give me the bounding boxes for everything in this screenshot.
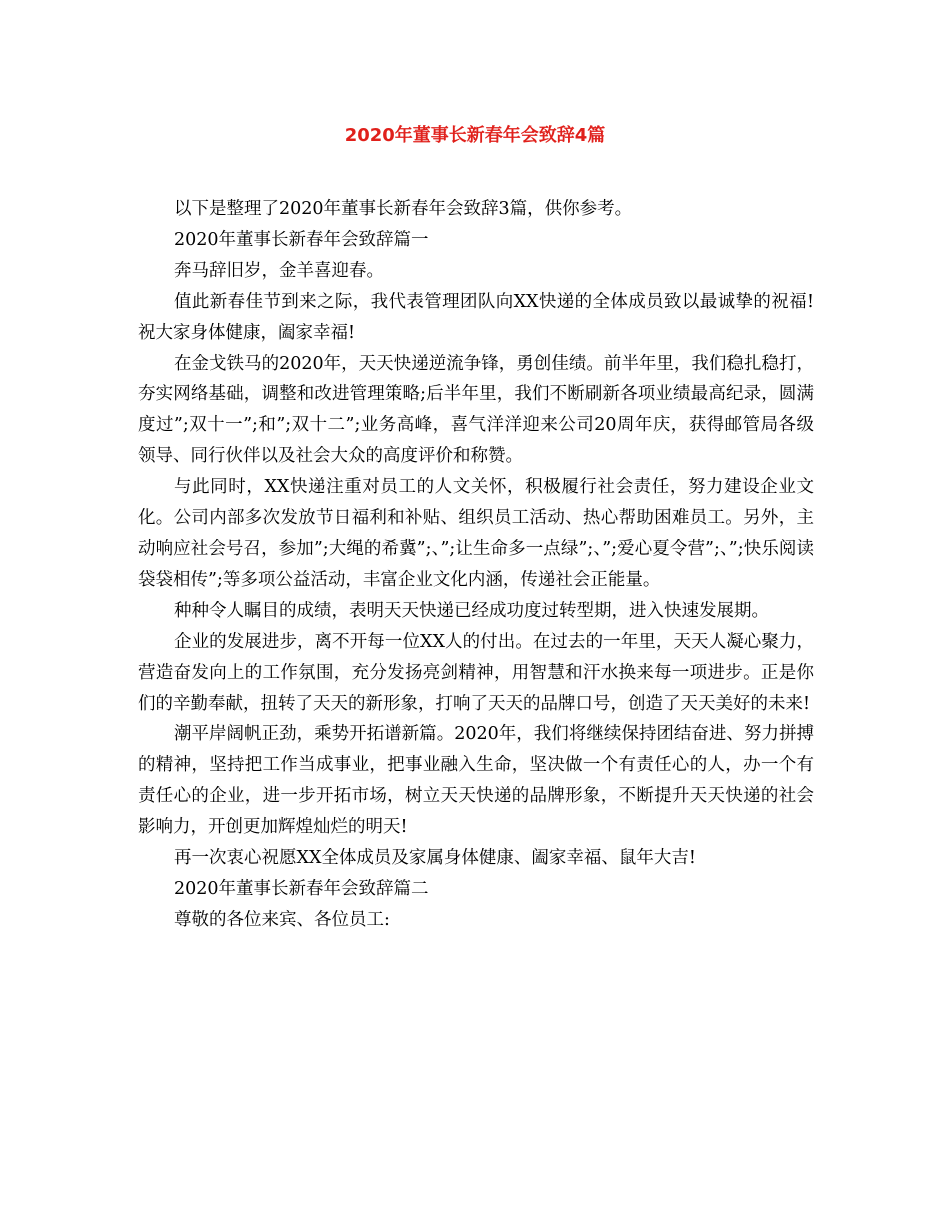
section-heading-2: 2020年董事长新春年会致辞篇二 [174,878,429,899]
paragraph: 潮平岸阔帆正劲，乘势开拓谱新篇。2020年，我们将继续保持团结奋进、努力拼搏的精神，坚持把工作当成事业，把事业融入生命，坚决做一个有责任心的人，办一个有责任心的企业，进一步开拓市场，树立天天快递的品牌形象，不断提升天天快递的社会影响力，开创更加辉煌灿烂的明天! [138,724,814,838]
paragraph: 与此同时，XX快递注重对员工的人文关怀，积极履行社会责任，努力建设企业文化。公司内部多次发放节日福利和补贴、组织员工活动、热心帮助困难员工。另外，主动响应社会号召，参加”;大绳的希冀”;、”;让生命多一点绿”;、”;爱心夏令营”;、”;快乐阅读 袋袋相传”;等多项公益活动，丰富企业文化内涵，传递社会正能量。 [138,477,814,590]
paragraph: 在金戈铁马的2020年，天天快递逆流争锋，勇创佳绩。前半年里，我们稳扎稳打，夯实网络基础，调整和改进管理策略;后半年里，我们不断刷新各项业绩最高纪录，圆满度过”;双十一”;和”;双十二”;业务高峰，喜气洋洋迎来公司20周年庆，获得邮管局各级领导、同行伙伴以及社会大众的高度评价和称赞。 [138,353,814,467]
paragraph: 奔马辞旧岁，金羊喜迎春。 [174,260,384,281]
paragraph: 种种令人瞩目的成绩，表明天天快递已经成功度过转型期，进入快速发展期。 [174,600,769,621]
paragraph-intro: 以下是整理了2020年董事长新春年会致辞3篇，供你参考。 [174,199,633,219]
paragraph: 企业的发展进步，离不开每一位XX人的付出。在过去的一年里，天天人凝心聚力，营造奋发向上的工作氛围，充分发扬亮剑精神，用智慧和汗水换来每一项进步。正是你们的辛勤奉献，扭转了天天的新形象，打响了天天的品牌口号，创造了天天美好的未来! [138,631,814,714]
document-body [138,194,814,936]
paragraph: 值此新春佳节到来之际，我代表管理团队向XX快递的全体成员致以最诚挚的祝福!祝大家身体健康，阖家幸福! [138,291,814,343]
document-title: 2020年董事长新春年会致辞4篇 [344,125,606,146]
paragraph: 再一次衷心祝愿XX全体成员及家属身体健康、阖家幸福、鼠年大吉! [174,848,696,869]
section-heading-1: 2020年董事长新春年会致辞篇一 [174,229,429,250]
paragraph-salutation: 尊敬的各位来宾、各位员工: [174,909,390,930]
